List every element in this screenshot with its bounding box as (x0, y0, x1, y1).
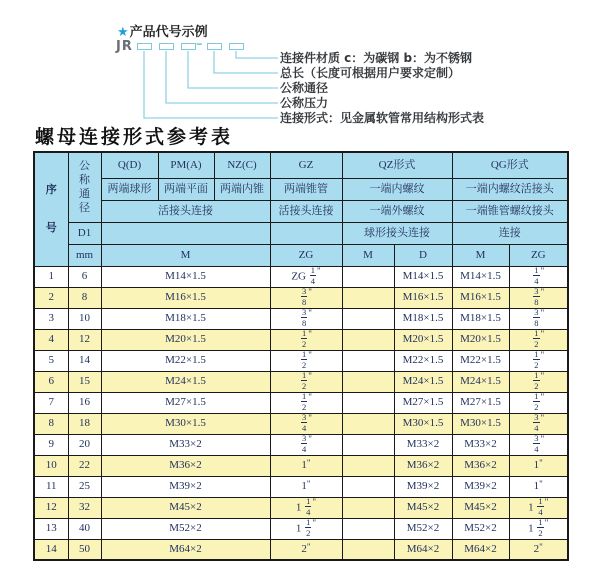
cell-qz-m (342, 413, 394, 434)
cell-qg-m: M33×2 (452, 434, 509, 455)
cell-qg-zg: $\frac{1}{4}$ " (509, 266, 568, 287)
header-qz-d-col: D (394, 244, 452, 266)
cell-dn: 10 (68, 308, 101, 329)
cell-dn: 12 (68, 329, 101, 350)
cell-qg-m: M64×2 (452, 539, 509, 560)
cell-qz-m (342, 539, 394, 560)
cell-m: M22×1.5 (101, 350, 270, 371)
cell-dn: 25 (68, 476, 101, 497)
cell-dn: 32 (68, 497, 101, 518)
cell-qg-zg: 1" (509, 476, 568, 497)
cell-qg-zg: $\frac{3}{8}$ " (509, 287, 568, 308)
cell-qg-zg: $\frac{1}{2}$ " (509, 392, 568, 413)
cell-qz-d: M64×2 (394, 539, 452, 560)
cell-seq: 10 (34, 455, 68, 476)
cell-qg-zg: $\frac{3}{4}$ " (509, 413, 568, 434)
cell-seq: 11 (34, 476, 68, 497)
cell-qg-m: M45×2 (452, 497, 509, 518)
cell-m: M16×1.5 (101, 287, 270, 308)
cell-m: M30×1.5 (101, 413, 270, 434)
cell-qg-m: M52×2 (452, 518, 509, 539)
cell-m: M33×2 (101, 434, 270, 455)
diagram-label-length: 总长（长度可根据用户要求定制） (280, 66, 461, 80)
cell-dn: 15 (68, 371, 101, 392)
table-row (34, 455, 568, 476)
cell-qz-d: M20×1.5 (394, 329, 452, 350)
table-title: 螺母连接形式参考表 (35, 126, 234, 148)
cell-qg-m: M22×1.5 (452, 350, 509, 371)
header-q-desc: 两端球形 (101, 178, 158, 200)
cell-gz-zg: ZG $\frac{1}{4}$ " (270, 266, 342, 287)
cell-m: M14×1.5 (101, 266, 270, 287)
cell-qz-m (342, 455, 394, 476)
cell-seq: 13 (34, 518, 68, 539)
header-qz-thread: 一端外螺纹 (342, 200, 452, 222)
table-row (34, 413, 568, 434)
table-row (34, 287, 568, 308)
code-box-2 (159, 43, 174, 50)
cell-qz-m (342, 329, 394, 350)
cell-qg-zg: $\frac{1}{2}$ " (509, 329, 568, 350)
diagram-label-material: 连接件材质 c：为碳钢 b：为不锈钢 (280, 51, 473, 65)
cell-seq: 4 (34, 329, 68, 350)
cell-m: M18×1.5 (101, 308, 270, 329)
cell-qg-zg: 1 $\frac{1}{4}$ " (509, 497, 568, 518)
header-qg-zg-col: ZG (509, 244, 568, 266)
header-union-connection: 活接头连接 (101, 200, 270, 222)
cell-gz-zg: $\frac{3}{8}$ " (270, 308, 342, 329)
table-row (34, 350, 568, 371)
cell-gz-zg: $\frac{1}{2}$ " (270, 392, 342, 413)
header-qz-m-col: M (342, 244, 394, 266)
header-gz-form: GZ (270, 152, 342, 178)
cell-m: M45×2 (101, 497, 270, 518)
cell-qz-m (342, 434, 394, 455)
header-m-col: M (101, 244, 270, 266)
cell-qz-m (342, 518, 394, 539)
cell-qg-zg: $\frac{3}{8}$ " (509, 308, 568, 329)
nut-connection-reference-table (33, 151, 569, 561)
cell-qz-m (342, 287, 394, 308)
cell-seq: 12 (34, 497, 68, 518)
cell-qz-d: M16×1.5 (394, 287, 452, 308)
cell-qg-m: M36×2 (452, 455, 509, 476)
cell-qz-d: M45×2 (394, 497, 452, 518)
cell-qg-m: M27×1.5 (452, 392, 509, 413)
cell-m: M24×1.5 (101, 371, 270, 392)
table-row (34, 518, 568, 539)
cell-qz-d: M39×2 (394, 476, 452, 497)
header-gz-desc: 两端锥管 (270, 178, 342, 200)
header-blank-gz (270, 222, 342, 244)
cell-qg-m: M18×1.5 (452, 308, 509, 329)
cell-seq: 5 (34, 350, 68, 371)
cell-dn: 14 (68, 350, 101, 371)
cell-qz-d: M18×1.5 (394, 308, 452, 329)
cell-seq: 8 (34, 413, 68, 434)
cell-m: M20×1.5 (101, 329, 270, 350)
cell-qg-m: M16×1.5 (452, 287, 509, 308)
header-gz-connection: 活接头连接 (270, 200, 342, 222)
cell-dn: 40 (68, 518, 101, 539)
header-qg-connect: 连接 (452, 222, 568, 244)
cell-gz-zg: $\frac{3}{4}$ " (270, 413, 342, 434)
diagram-label-pressure: 公称压力 (280, 96, 329, 110)
cell-m: M27×1.5 (101, 392, 270, 413)
cell-seq: 2 (34, 287, 68, 308)
code-box-5 (229, 43, 244, 50)
cell-gz-zg: $\frac{1}{2}$ " (270, 371, 342, 392)
cell-qz-d: M14×1.5 (394, 266, 452, 287)
table-row (34, 329, 568, 350)
cell-qz-m (342, 308, 394, 329)
cell-qg-m: M39×2 (452, 476, 509, 497)
cell-dn: 50 (68, 539, 101, 560)
cell-dn: 16 (68, 392, 101, 413)
cell-seq: 6 (34, 371, 68, 392)
header-pm-desc: 两端平面 (158, 178, 214, 200)
cell-seq: 14 (34, 539, 68, 560)
header-nz-desc: 两端内锥 (214, 178, 270, 200)
code-dash: – (196, 37, 203, 52)
header-d1: D1 (68, 222, 101, 244)
header-qz-form: QZ形式 (342, 152, 452, 178)
cell-qz-m (342, 476, 394, 497)
diagram-label-diameter: 公称通径 (280, 81, 329, 95)
cell-qz-d: M27×1.5 (394, 392, 452, 413)
header-qg-thread: 一端锥管螺纹接头 (452, 200, 568, 222)
cell-qz-d: M33×2 (394, 434, 452, 455)
cell-qg-m: M30×1.5 (452, 413, 509, 434)
code-box-3 (181, 43, 196, 50)
cell-gz-zg: 1" (270, 455, 342, 476)
cell-seq: 3 (34, 308, 68, 329)
table-row (34, 308, 568, 329)
table-row (34, 539, 568, 560)
header-q-form: Q(D) (101, 152, 158, 178)
table-row (34, 371, 568, 392)
cell-qg-zg: 2" (509, 539, 568, 560)
cell-qz-d: M22×1.5 (394, 350, 452, 371)
cell-m: M39×2 (101, 476, 270, 497)
header-qz-desc: 一端内螺纹 (342, 178, 452, 200)
cell-qg-zg: 1 $\frac{1}{2}$ " (509, 518, 568, 539)
cell-qg-zg: 1" (509, 455, 568, 476)
cell-m: M64×2 (101, 539, 270, 560)
header-seq: 序 号 (34, 152, 68, 266)
cell-qz-m (342, 266, 394, 287)
cell-gz-zg: $\frac{3}{4}$ " (270, 434, 342, 455)
diagram-title-text: 产品代号示例 (129, 25, 208, 40)
cell-qz-m (342, 392, 394, 413)
cell-gz-zg: $\frac{1}{2}$ " (270, 350, 342, 371)
cell-qz-d: M24×1.5 (394, 371, 452, 392)
cell-qg-zg: $\frac{3}{4}$ " (509, 434, 568, 455)
table-row (34, 266, 568, 287)
cell-qg-zg: $\frac{1}{2}$ " (509, 350, 568, 371)
cell-seq: 7 (34, 392, 68, 413)
cell-qg-m: M20×1.5 (452, 329, 509, 350)
code-box-1 (137, 43, 152, 50)
cell-seq: 9 (34, 434, 68, 455)
product-code-prefix: JR (116, 39, 133, 54)
cell-qz-d: M30×1.5 (394, 413, 452, 434)
cell-gz-zg: 1 $\frac{1}{2}$ " (270, 518, 342, 539)
header-qg-desc: 一端内螺纹活接头 (452, 178, 568, 200)
header-mm: mm (68, 244, 101, 266)
header-qz-ball-joint: 球形接头连接 (342, 222, 452, 244)
header-nz-form: NZ(C) (214, 152, 270, 178)
cell-seq: 1 (34, 266, 68, 287)
star-icon: ★ (117, 25, 129, 40)
cell-qg-zg: $\frac{1}{2}$ " (509, 371, 568, 392)
table-row (34, 476, 568, 497)
cell-dn: 20 (68, 434, 101, 455)
cell-gz-zg: $\frac{3}{8}$ " (270, 287, 342, 308)
header-qg-form: QG形式 (452, 152, 568, 178)
code-box-4 (207, 43, 222, 50)
cell-gz-zg: 1 $\frac{1}{4}$ " (270, 497, 342, 518)
cell-qz-m (342, 497, 394, 518)
cell-dn: 22 (68, 455, 101, 476)
cell-m: M36×2 (101, 455, 270, 476)
table-row (34, 392, 568, 413)
diagram-title (117, 21, 208, 40)
cell-gz-zg: $\frac{1}{2}$ " (270, 329, 342, 350)
cell-dn: 18 (68, 413, 101, 434)
cell-qz-d: M36×2 (394, 455, 452, 476)
header-qg-m-col: M (452, 244, 509, 266)
cell-dn: 6 (68, 266, 101, 287)
header-blank-left (101, 222, 270, 244)
table-row (34, 434, 568, 455)
cell-qz-m (342, 350, 394, 371)
cell-qg-m: M14×1.5 (452, 266, 509, 287)
cell-qz-d: M52×2 (394, 518, 452, 539)
header-pm-form: PM(A) (158, 152, 214, 178)
cell-qg-m: M24×1.5 (452, 371, 509, 392)
cell-gz-zg: 1" (270, 476, 342, 497)
header-zg-col: ZG (270, 244, 342, 266)
cell-gz-zg: 2" (270, 539, 342, 560)
header-dn: 公 称 通 径 (68, 152, 101, 222)
cell-m: M52×2 (101, 518, 270, 539)
cell-qz-m (342, 371, 394, 392)
diagram-label-connection: 连接形式：见金属软管常用结构形式表 (280, 111, 485, 125)
table-row (34, 497, 568, 518)
cell-dn: 8 (68, 287, 101, 308)
table-body (34, 266, 568, 560)
